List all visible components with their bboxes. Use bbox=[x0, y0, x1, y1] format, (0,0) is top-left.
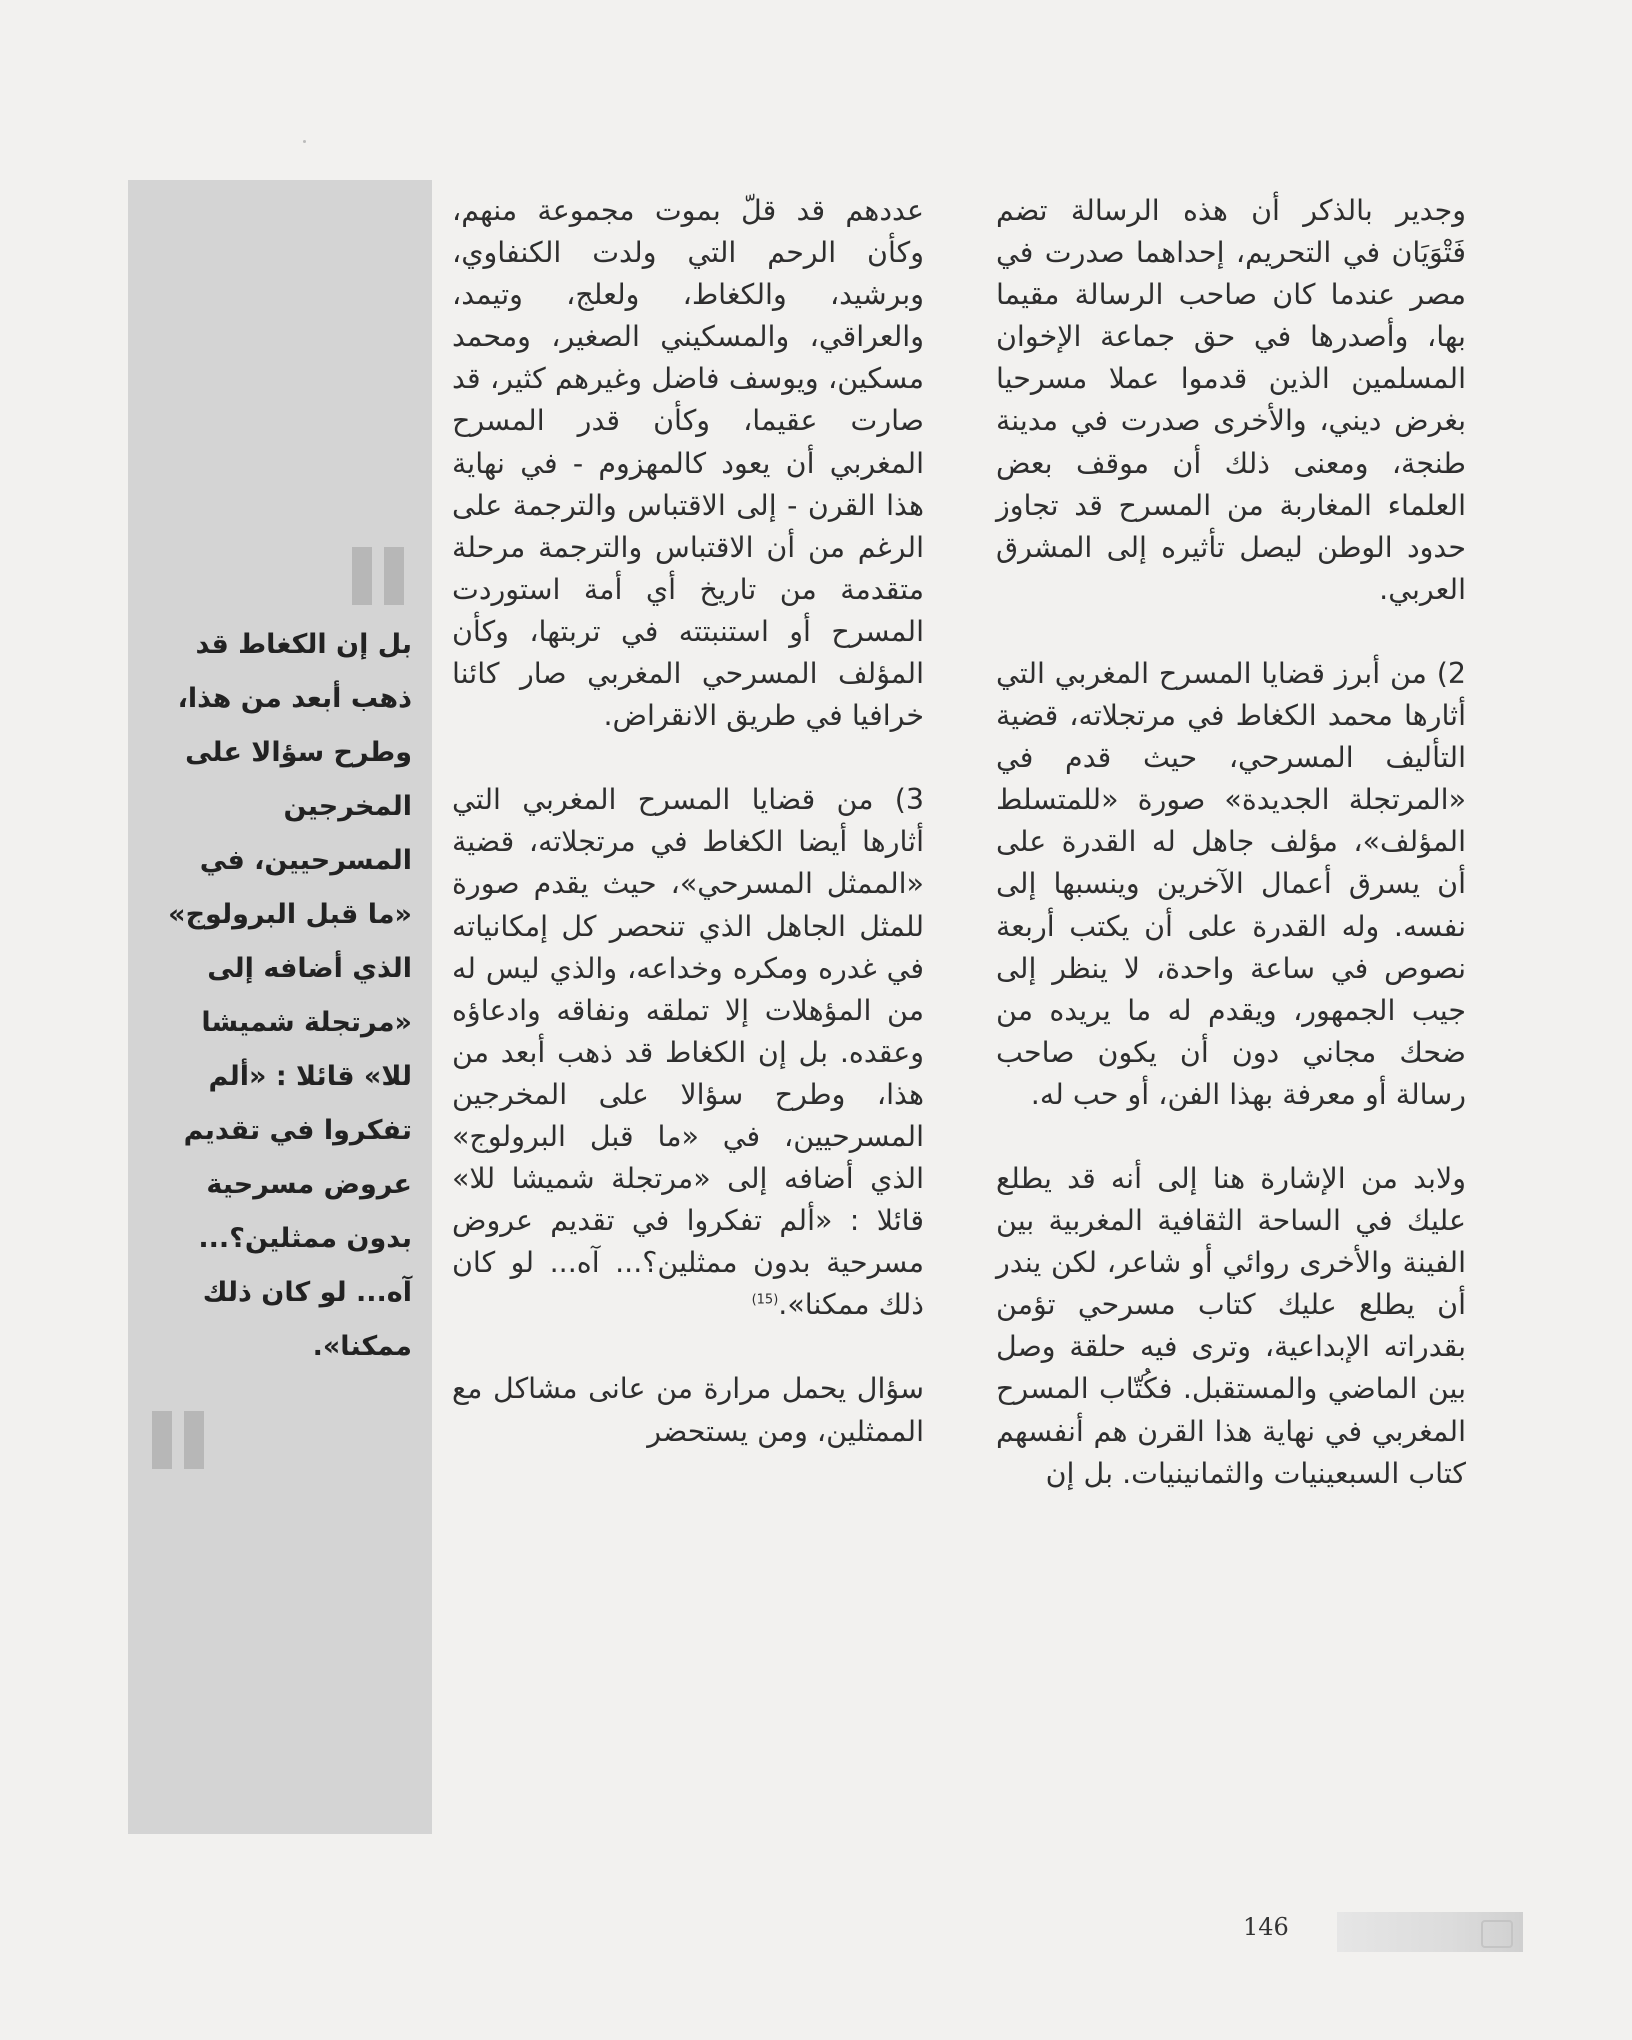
article-column-right bbox=[996, 190, 1466, 1495]
paragraph: عددهم قد قلّ بموت مجموعة منهم، وكأن الرحم التي ولدت الكنفاوي، وبرشيد، والكغاط، ولعلج، وتيمد، والعراقي، والمسكيني الصغير، ومحمد مسكين، ويوسف فاضل وغيرهم كثير، قد صارت عقيما، وكأن قدر المسرح المغربي أن يعود كالمهزوم - في نهاية هذا القرن - إلى الاقتباس والترجمة على الرغم من أن الاقتباس والترجمة مرحلة متقدمة من تاريخ أي أمة استوردت المسرح أو استنبتته في تربتها، وكأن المؤلف المسرحي المغربي صار كائنا خرافيا في طريق الانقراض. bbox=[452, 194, 924, 733]
footnote-reference: (15) bbox=[751, 1292, 779, 1308]
page-number: 146 bbox=[1243, 1913, 1289, 1941]
pull-quote-text: بل إن الكغاط قد ذهب أبعد من هذا، وطرح سؤالا على المخرجين المسرحيين، في «ما قبل البرولوج» الذي أضافه إلى «مرتجلة شميشا للا» قائلا : «ألم تفكروا في تقديم عروض مسرحية بدون ممثلين؟... آه... لو كان ذلك ممكنا». bbox=[168, 629, 412, 1362]
article-column-middle bbox=[452, 190, 924, 1453]
closing-quote-mark-icon bbox=[152, 1411, 204, 1469]
opening-quote-mark-icon bbox=[352, 547, 404, 605]
paragraph: 2) من أبرز قضايا المسرح المغربي التي أثارها محمد الكغاط في مرتجلاته، قضية التأليف المسرحي، حيث قدم في «المرتجلة الجديدة» صورة «للمتسلط المؤلف»، مؤلف جاهل له القدرة على أن يسرق أعمال الآخرين وينسبها إلى نفسه. وله القدرة على أن يكتب أربعة نصوص في ساعة واحدة، لا ينظر إلى جيب الجمهور، ويقدم له ما يريده من ضحك مجاني دون أن يكون صاحب رسالة أو معرفة بهذا الفن، أو حب له. bbox=[996, 656, 1466, 1111]
paragraph-text: 3) من قضايا المسرح المغربي التي أثارها أيضا الكغاط في مرتجلاته، قضية «الممثل المسرحي»، حيث يقدم صورة للمثل الجاهل الذي تنحصر كل إمكانياته في غدره ومكره وخداعه، والذي ليس له من المؤهلات إلا تملقه ونفاقه وادعاؤه وعقده. بل إن الكغاط قد ذهب أبعد من هذا، وطرح سؤالا على المخرجين المسرحيين، في «ما قبل البرولوج» الذي أضافه إلى «مرتجلة شميشا للا» قائلا : «ألم تفكروا في تقديم عروض مسرحية بدون ممثلين؟... آه... لو كان ذلك ممكنا». bbox=[452, 783, 924, 1322]
paragraph: وجدير بالذكر أن هذه الرسالة تضم فَتْوَيَان في التحريم، إحداهما صدرت في مصر عندما كان صاحب الرسالة مقيما بها، وأصدرها في حق جماعة الإخوان المسلمين الذين قدموا عملا مسرحيا بغرض ديني، والأخرى صدرت في مدينة طنجة، ومعنى ذلك أن موقف بعض العلماء المغاربة من المسرح قد تجاوز حدود الوطن ليصل تأثيره إلى المشرق العربي. bbox=[996, 194, 1466, 606]
paragraph bbox=[452, 779, 924, 1326]
paragraph: سؤال يحمل مرارة من عانى مشاكل مع الممثلين، ومن يستحضر bbox=[452, 1372, 924, 1448]
page-footer-ornament bbox=[1337, 1912, 1523, 1952]
stray-dot bbox=[303, 140, 306, 143]
paragraph: ولابد من الإشارة هنا إلى أنه قد يطلع عليك في الساحة الثقافية المغربية بين الفينة والأخرى روائي أو شاعر، لكن يندر أن يطلع عليك كتاب مسرحي تؤمن بقدراته الإبداعية، وترى فيه حلقة وصل بين الماضي والمستقبل. فكُتّاب المسرح المغربي في نهاية هذا القرن هم أنفسهم كتاب السبعينيات والثمانينيات. بل إن bbox=[996, 1161, 1466, 1490]
